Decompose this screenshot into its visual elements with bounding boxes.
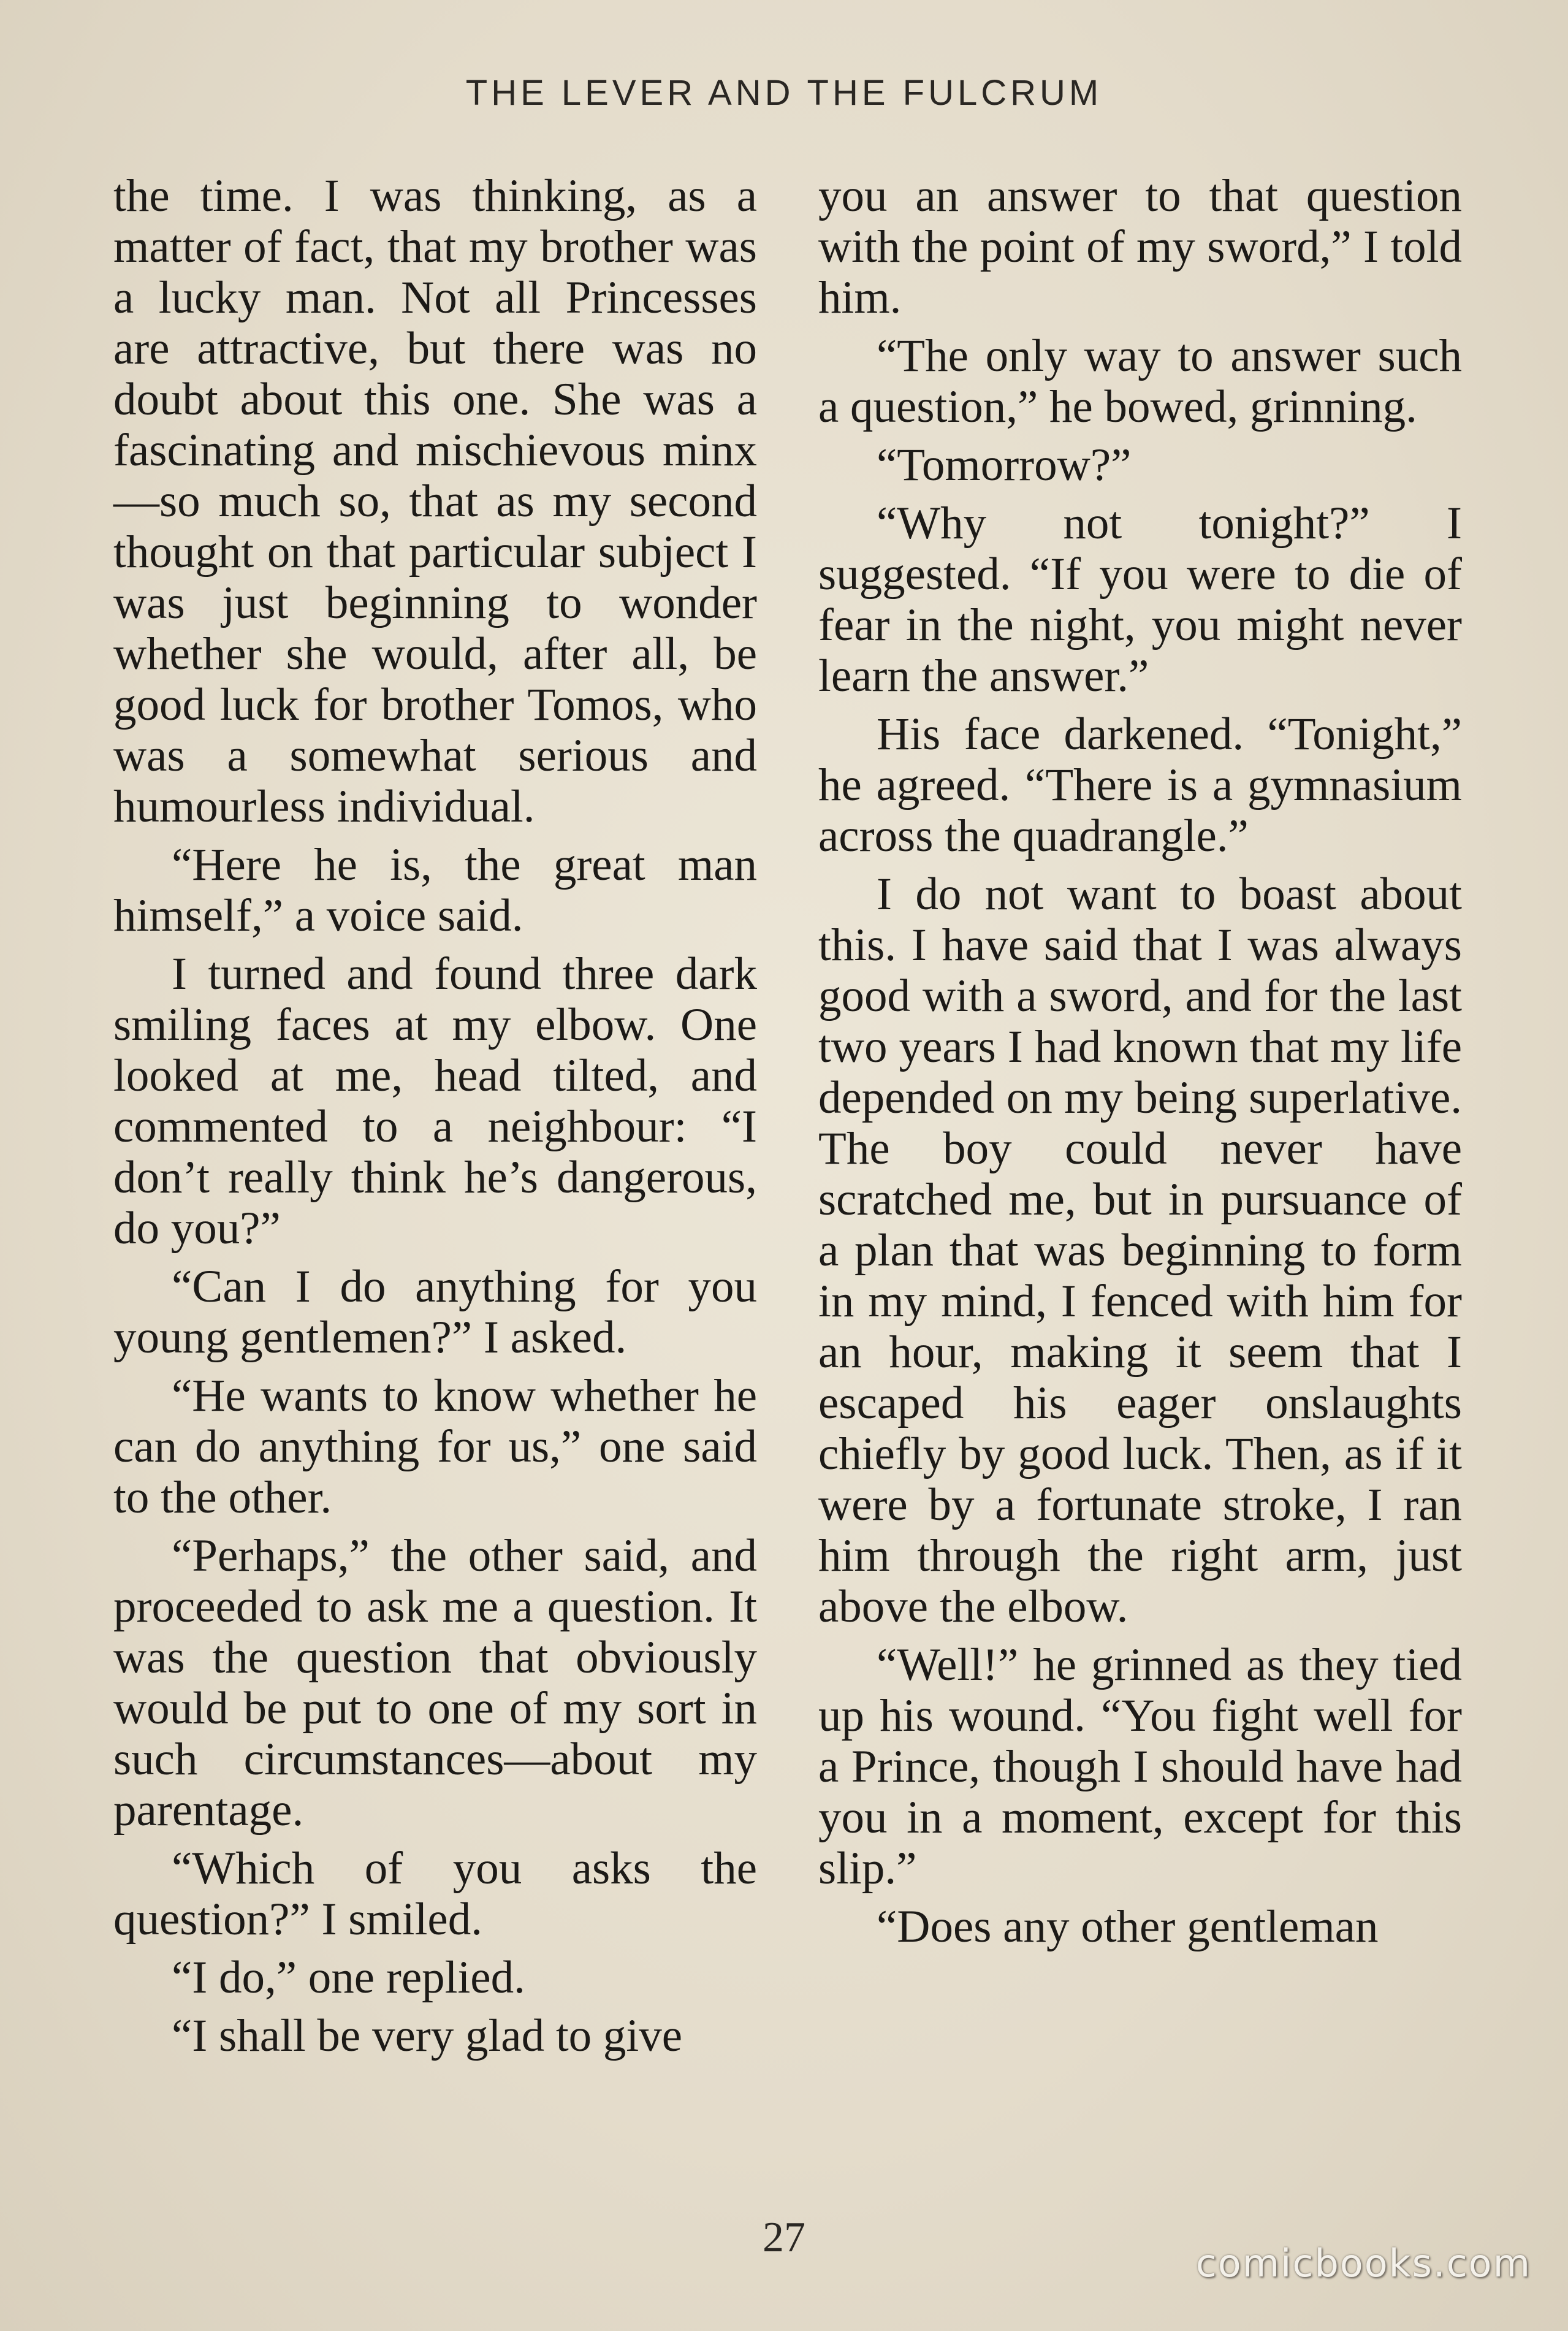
paragraph: “Perhaps,” the other said, and proceeded to ask me a question. It was the question that obviously would be put to one of my sort in such circumstances—about my parentage. — [113, 1530, 757, 1836]
paragraph: “Here he is, the great man himself,” a voice said. — [113, 839, 757, 941]
paragraph: “Which of you asks the question?” I smiled. — [113, 1843, 757, 1945]
paragraph: “Well!” he grinned as they tied up his wound. “You fight well for a Prince, though I should have had you in a moment, except for this slip.” — [818, 1639, 1462, 1894]
paragraph: “He wants to know whether he can do anything for us,” one said to the other. — [113, 1370, 757, 1523]
paragraph: His face darkened. “Tonight,” he agreed. “There is a gymnasium across the quadrangle.” — [818, 709, 1462, 861]
right-column — [818, 170, 1462, 1952]
page-number: 27 — [763, 2214, 805, 2261]
watermark: comicbooks.com — [1195, 2241, 1531, 2286]
paragraph: I do not want to boast about this. I have said that I was always good with a sword, and for the last two years I had known that my life depended on my being superlative. The boy could never have scratched me, but in pursuance of a plan that was beginning to form in my mind, I fenced with him for an hour, making it seem that I escaped his eager onslaughts chiefly by good luck. Then, as if it were by a fortunate stroke, I ran him through the right arm, just above the elbow. — [818, 869, 1462, 1632]
paragraph: the time. I was thinking, as a matter of fact, that my brother was a lucky man. Not all Princesses are attractive, but there was no doubt about this one. She was a fascinating and mischievous minx—so much so, that as my second thought on that particular subject I was just beginning to wonder whether she would, after all, be good luck for brother Tomos, who was a somewhat serious and humourless individual. — [113, 170, 757, 832]
paragraph: “Tomorrow?” — [877, 440, 1132, 490]
paragraph: I turned and found three dark smiling faces at my elbow. One looked at me, head tilted, and commented to a neighbour: “I don’t really think he’s dangerous, do you?” — [113, 948, 757, 1254]
paragraph: “Why not tonight?” I suggested. “If you were to die of fear in the night, you might never learn the answer.” — [818, 498, 1462, 701]
paragraph: “The only way to answer such a question,” he bowed, grinning. — [818, 330, 1462, 432]
paragraph: “Can I do anything for you young gentlemen?” I asked. — [113, 1261, 757, 1363]
paragraph: “Does any other gentleman — [877, 1901, 1379, 1952]
running-head: THE LEVER AND THE FULCRUM — [465, 73, 1103, 113]
paragraph: you an answer to that question with the point of my sword,” I told him. — [818, 170, 1462, 323]
left-column — [113, 170, 757, 2061]
paragraph: “I do,” one replied. — [172, 1952, 525, 2003]
paragraph: “I shall be very glad to give — [172, 2010, 683, 2061]
